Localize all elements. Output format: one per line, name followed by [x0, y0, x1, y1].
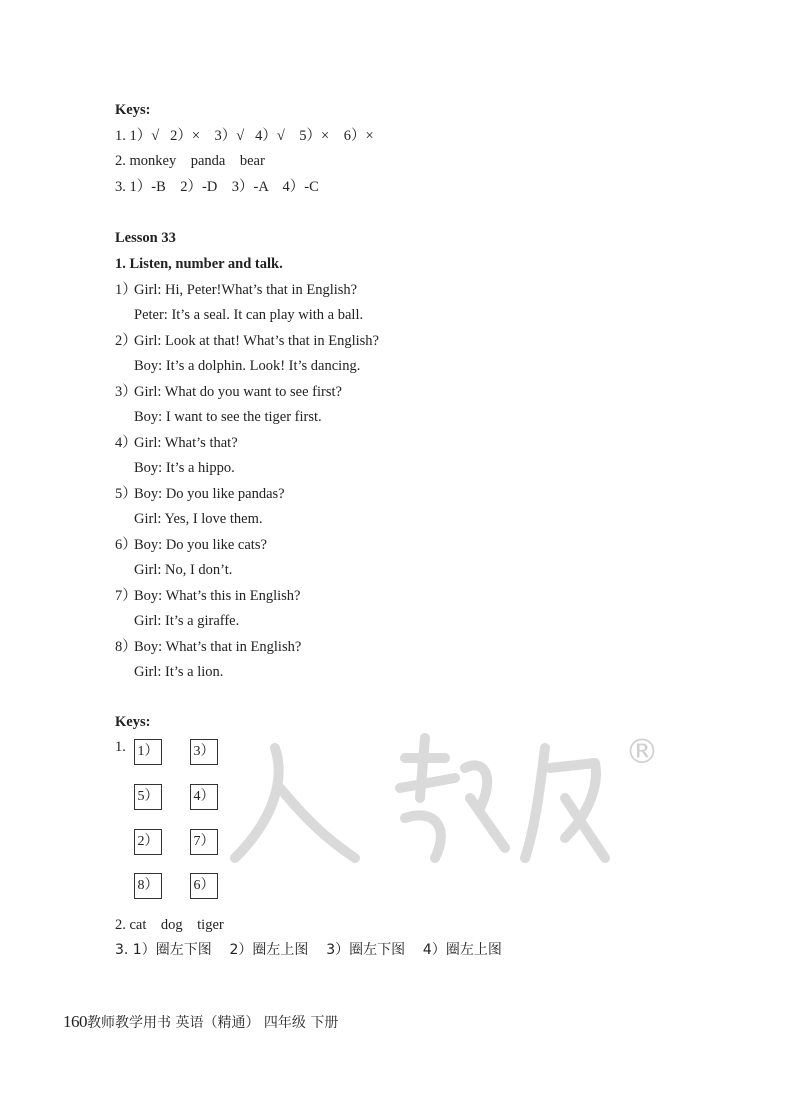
dialog-4-number: 4） — [115, 435, 137, 451]
dialog-4-line-b: Boy: It’s a hippo. — [134, 460, 235, 476]
answer-box: 3） — [190, 739, 218, 765]
dialog-5-line-b: Girl: Yes, I love them. — [134, 511, 263, 527]
answer-box: 2） — [134, 829, 162, 855]
answer-box: 5） — [134, 784, 162, 810]
keys2-answer-line-3: 3. 1）圈左下图 2）圈左上图 3）圈左下图 4）圈左上图 — [115, 942, 502, 958]
dialog-3-line-a: Girl: What do you want to see first? — [134, 384, 342, 400]
publisher-watermark — [205, 708, 665, 878]
dialog-7-number: 7） — [115, 588, 137, 604]
dialog-6-number: 6） — [115, 537, 137, 553]
dialog-6-line-a: Boy: Do you like cats? — [134, 537, 267, 553]
dialog-5-number: 5） — [115, 486, 137, 502]
dialog-3-line-b: Boy: I want to see the tiger first. — [134, 409, 322, 425]
page-number: 160 — [63, 1012, 87, 1031]
book-title: 教师教学用书 英语（精通） 四年级 下册 — [87, 1015, 339, 1031]
dialog-3-number: 3） — [115, 384, 137, 400]
keys2-item-1-label: 1. — [115, 739, 126, 755]
dialog-7-line-a: Boy: What’s this in English? — [134, 588, 301, 604]
keys1-answer-line-2: 2. monkey panda bear — [115, 153, 265, 169]
dialog-2-line-b: Boy: It’s a dolphin. Look! It’s dancing. — [134, 358, 361, 374]
keys1-answer-line-3: 3. 1）-B 2）-D 3）-A 4）-C — [115, 179, 319, 195]
dialog-2-number: 2） — [115, 333, 137, 349]
answer-box: 7） — [190, 829, 218, 855]
keys-heading-2: Keys: — [115, 714, 151, 730]
answer-box: 4） — [190, 784, 218, 810]
dialog-1-line-b: Peter: It’s a seal. It can play with a ball. — [134, 307, 364, 323]
dialog-7-line-b: Girl: It’s a giraffe. — [134, 613, 240, 629]
keys2-answer-line-2: 2. cat dog tiger — [115, 917, 224, 933]
registered-mark: ® — [625, 732, 659, 772]
dialog-5-line-a: Boy: Do you like pandas? — [134, 486, 285, 502]
keys-heading-1: Keys: — [115, 102, 151, 118]
keys1-answer-line-1: 1. 1）√ 2）× 3）√ 4）√ 5）× 6）× — [115, 128, 374, 144]
section-heading: 1. Listen, number and talk. — [115, 256, 283, 272]
answer-box: 1） — [134, 739, 162, 765]
dialog-6-line-b: Girl: No, I don’t. — [134, 562, 233, 578]
dialog-8-line-b: Girl: It’s a lion. — [134, 664, 224, 680]
dialog-1-line-a: Girl: Hi, Peter!What’s that in English? — [134, 282, 358, 298]
dialog-8-line-a: Boy: What’s that in English? — [134, 639, 302, 655]
dialog-1-number: 1） — [115, 282, 137, 298]
page-footer — [63, 1012, 338, 1032]
dialog-4-line-a: Girl: What’s that? — [134, 435, 238, 451]
dialog-8-number: 8） — [115, 639, 137, 655]
answer-box: 8） — [134, 873, 162, 899]
dialog-2-line-a: Girl: Look at that! What’s that in English? — [134, 333, 379, 349]
lesson-title: Lesson 33 — [115, 230, 176, 246]
answer-box: 6） — [190, 873, 218, 899]
